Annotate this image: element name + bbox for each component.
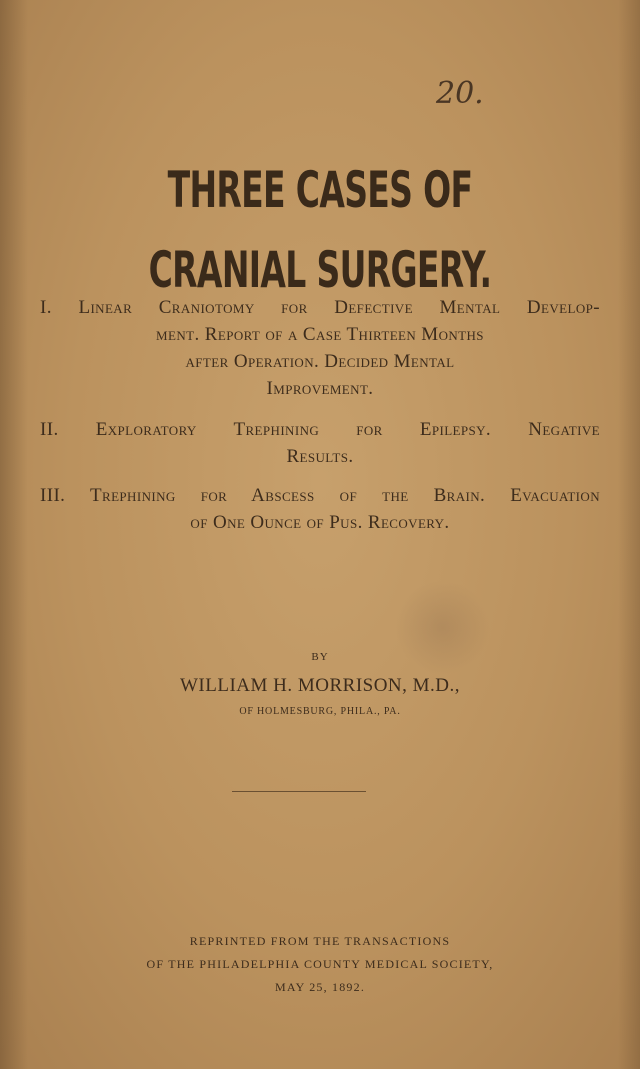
author-affiliation: OF HOLMESBURG, PHILA., PA. xyxy=(239,706,401,717)
handwritten-note: 20. xyxy=(436,76,484,111)
case-entry-3 xyxy=(40,482,600,536)
divider-rule xyxy=(232,791,366,792)
reprint-line-3: MAY 25, 1892. xyxy=(274,980,366,994)
case-entry-2-line-2: Results. xyxy=(286,446,354,467)
case-entry-2-line-1: II. Exploratory Trephining for Epilepsy. Negative xyxy=(40,419,600,440)
byline-by: BY xyxy=(311,651,329,663)
case-entry-2 xyxy=(40,416,600,470)
page-edge-shadow-right xyxy=(618,0,640,1069)
case-entry-1-line-3: after Operation. Decided Mental xyxy=(185,351,455,372)
case-entry-1-line-1: I. Linear Craniotomy for Defective Mental Develop- xyxy=(40,297,600,318)
reprint-line-2: OF THE PHILADELPHIA COUNTY MEDICAL SOCIETY, xyxy=(146,957,494,971)
case-entry-3-line-2: of One Ounce of Pus. Recovery. xyxy=(190,512,450,533)
author-name: WILLIAM H. MORRISON, M.D., xyxy=(179,675,461,696)
document-title: THREE CASES OF CRANIAL SURGERY. xyxy=(148,161,492,299)
case-entry-3-line-1: III. Trephining for Abscess of the Brain. Evacuation xyxy=(40,485,600,506)
reprint-notice xyxy=(0,930,640,999)
case-entry-1-line-2: ment. Report of a Case Thirteen Months xyxy=(156,324,484,345)
case-entry-1 xyxy=(40,294,600,402)
case-entry-1-line-4: Improvement. xyxy=(266,378,374,399)
reprint-line-1: REPRINTED FROM THE TRANSACTIONS xyxy=(189,934,451,948)
page-edge-shadow-left xyxy=(0,0,28,1069)
